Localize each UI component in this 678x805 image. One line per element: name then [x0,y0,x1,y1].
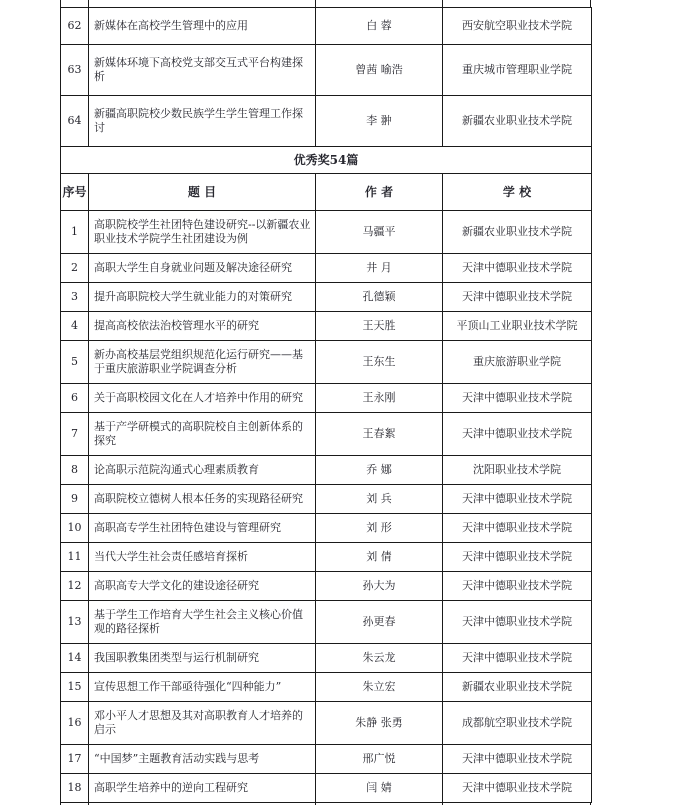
table-row [61,543,592,572]
cell-school: 成都航空职业技术学院 [443,702,592,745]
table-row [61,774,592,803]
cell-school: 天津中德职业技术学院 [443,774,592,803]
cell-author: 刘 形 [316,514,443,543]
cell-no: 4 [61,312,89,341]
cell-title: 我国职教集团类型与运行机制研究 [89,644,316,673]
cell-school: 天津中德职业技术学院 [443,413,592,456]
cell-author: 王春絮 [316,413,443,456]
cell-title: “中国梦”主题教育活动实践与思考 [89,745,316,774]
cell-no: 14 [61,644,89,673]
cell-title: 高职院校学生社团特色建设研究--以新疆农业职业技术学院学生社团建设为例 [89,211,316,254]
table-row [61,601,592,644]
cell-title: 高职大学生自身就业问题及解决途径研究 [89,254,316,283]
cell-no: 2 [61,254,89,283]
cell-author: 闫 婧 [316,774,443,803]
table-row [61,254,592,283]
section-title: 优秀奖54篇 [61,147,592,174]
table-row [61,745,592,774]
cell-author: 孙更春 [316,601,443,644]
cell-title: 基于产学研模式的高职院校自主创新体系的探究 [89,413,316,456]
table-row [61,413,592,456]
cell-school: 平顶山工业职业技术学院 [443,312,592,341]
cell-school: 天津中德职业技术学院 [443,254,592,283]
section-header-row [61,147,592,211]
table-row [61,211,592,254]
cell-author: 孔德颖 [316,283,443,312]
cell-title: 论高职示范院沟通式心理素质教育 [89,456,316,485]
cell-school: 新疆农业职业技术学院 [443,211,592,254]
table-row [61,8,592,45]
cell-title: 高职院校立德树人根本任务的实现路径研究 [89,485,316,514]
awards-table [60,7,592,803]
cell-author: 王东生 [316,341,443,384]
cell-school: 天津中德职业技术学院 [443,543,592,572]
cell-no: 16 [61,702,89,745]
cell-author: 朱立宏 [316,673,443,702]
cell-title: 邓小平人才思想及其对高职教育人才培养的启示 [89,702,316,745]
table-row [61,341,592,384]
column-header-row [61,174,592,211]
cell-author: 马疆平 [316,211,443,254]
cell-school: 西安航空职业技术学院 [443,8,592,45]
cell-author: 刘 倩 [316,543,443,572]
table-row [61,456,592,485]
cell-school: 天津中德职业技术学院 [443,601,592,644]
cell-school: 天津中德职业技术学院 [443,514,592,543]
cell-author: 朱静 张勇 [316,702,443,745]
cell-school: 天津中德职业技术学院 [443,572,592,601]
cell-author: 王天胜 [316,312,443,341]
cell-author: 王永刚 [316,384,443,413]
table-row [61,96,592,147]
cell-no: 11 [61,543,89,572]
award-rows-section [61,211,592,803]
table-row [61,673,592,702]
cell-author: 邢广悦 [316,745,443,774]
cell-author: 孙大为 [316,572,443,601]
cell-author: 李 翀 [316,96,443,147]
table-row [61,644,592,673]
cell-title: 宣传思想工作干部亟待强化“四种能力” [89,673,316,702]
cell-no: 17 [61,745,89,774]
table-row [61,702,592,745]
cell-school: 新疆农业职业技术学院 [443,96,592,147]
cell-title: 新媒体在高校学生管理中的应用 [89,8,316,45]
cell-school: 新疆农业职业技术学院 [443,673,592,702]
continued-rows-section [61,8,592,147]
cell-school: 沈阳职业技术学院 [443,456,592,485]
table-row [61,147,592,174]
cell-no: 18 [61,774,89,803]
cell-no: 9 [61,485,89,514]
cell-title: 高职高专学生社团特色建设与管理研究 [89,514,316,543]
cell-no: 8 [61,456,89,485]
cell-school: 天津中德职业技术学院 [443,644,592,673]
cell-title: 关于高职校园文化在人才培养中作用的研究 [89,384,316,413]
cell-author: 乔 娜 [316,456,443,485]
cell-school: 天津中德职业技术学院 [443,745,592,774]
cell-no: 62 [61,8,89,45]
column-header-no: 序号 [61,174,89,211]
table-row [61,572,592,601]
cell-no: 3 [61,283,89,312]
cell-author: 朱云龙 [316,644,443,673]
cell-no: 15 [61,673,89,702]
cell-no: 12 [61,572,89,601]
table-row [61,384,592,413]
column-header-author: 作 者 [316,174,443,211]
cell-author: 白 蓉 [316,8,443,45]
table-row [61,485,592,514]
table-row [61,283,592,312]
table-row [61,514,592,543]
cell-title: 高职学生培养中的逆向工程研究 [89,774,316,803]
cell-title: 提高高校依法治校管理水平的研究 [89,312,316,341]
cell-title: 新疆高职院校少数民族学生学生管理工作探讨 [89,96,316,147]
cell-school: 天津中德职业技术学院 [443,283,592,312]
table-row [61,312,592,341]
cell-no: 64 [61,96,89,147]
cell-school: 天津中德职业技术学院 [443,384,592,413]
column-header-school: 学 校 [443,174,592,211]
table-row [61,45,592,96]
cell-no: 10 [61,514,89,543]
cell-title: 当代大学生社会责任感培育探析 [89,543,316,572]
cell-no: 7 [61,413,89,456]
cell-school: 重庆旅游职业学院 [443,341,592,384]
cell-no: 1 [61,211,89,254]
cell-school: 天津中德职业技术学院 [443,485,592,514]
column-header-title: 题 目 [89,174,316,211]
cell-author: 刘 兵 [316,485,443,514]
cell-author: 井 月 [316,254,443,283]
cell-title: 基于学生工作培育大学生社会主义核心价值观的路径探析 [89,601,316,644]
cell-title: 提升高职院校大学生就业能力的对策研究 [89,283,316,312]
cell-no: 13 [61,601,89,644]
cell-school: 重庆城市管理职业学院 [443,45,592,96]
cell-title: 新媒体环境下高校党支部交互式平台构建探析 [89,45,316,96]
cell-title: 高职高专大学文化的建设途径研究 [89,572,316,601]
cell-title: 新办高校基层党组织规范化运行研究——基于重庆旅游职业学院调查分析 [89,341,316,384]
cell-no: 63 [61,45,89,96]
cell-author: 曾茜 喻浩 [316,45,443,96]
cell-no: 5 [61,341,89,384]
cell-no: 6 [61,384,89,413]
